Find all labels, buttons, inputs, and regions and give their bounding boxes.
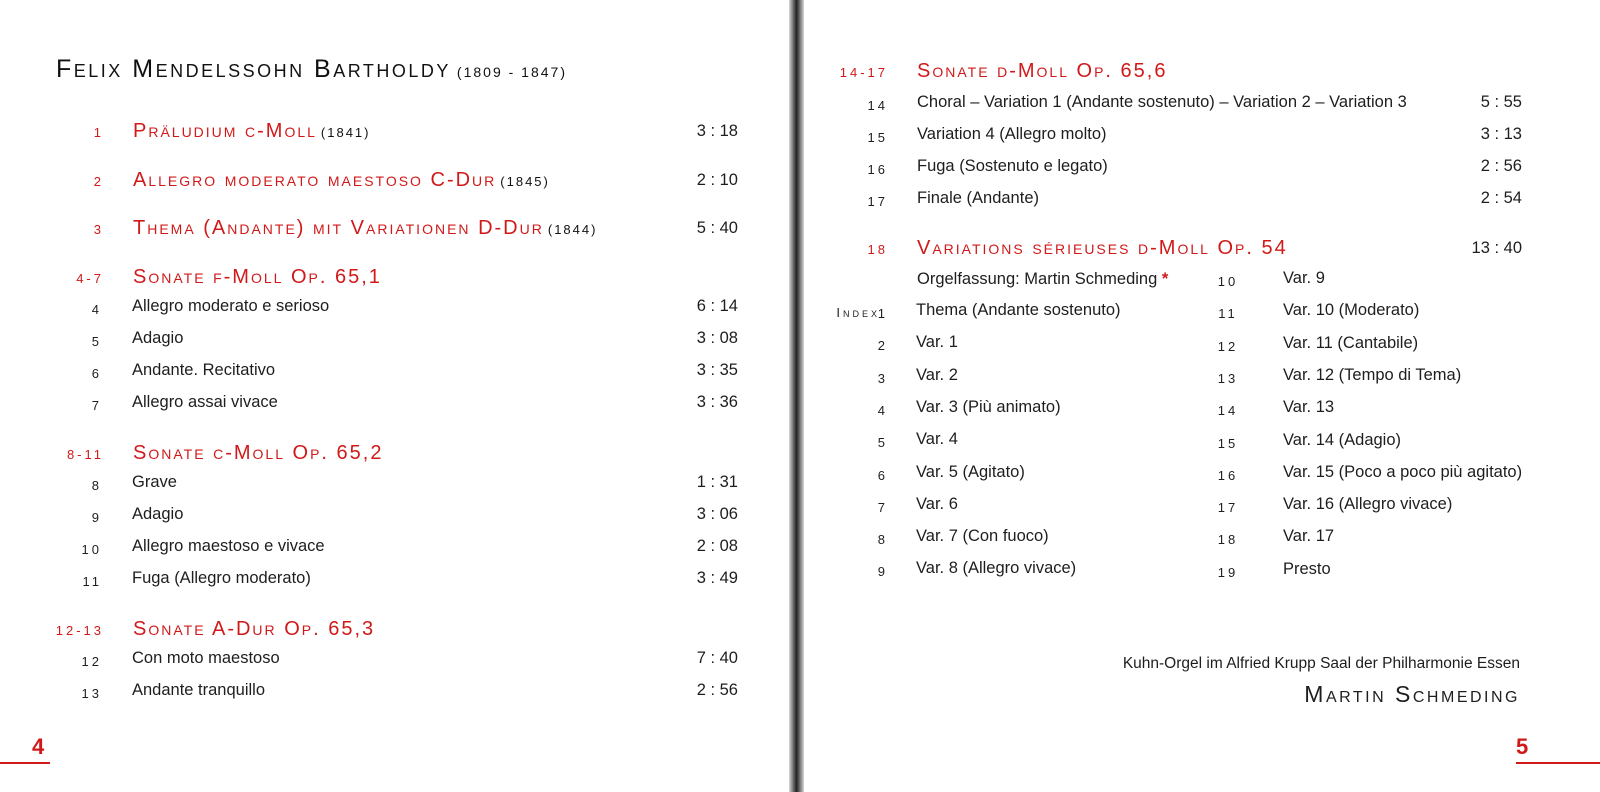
variation-title: Var. 4: [916, 430, 958, 449]
variation-index: 1: [877, 306, 888, 321]
left-page: [0, 0, 796, 792]
movement-title: Allegro assai vivace: [132, 393, 278, 411]
variation-index: 16: [1217, 467, 1239, 483]
orgelfassung-note: [917, 270, 1168, 289]
track-number: 4: [91, 302, 102, 317]
track-number: 16: [867, 162, 888, 177]
track-number: 9: [91, 510, 102, 525]
movement-title: Fuga (Sostenuto e legato): [917, 157, 1108, 175]
work-title: Thema (Andante) mit Variationen D-Dur: [133, 217, 544, 239]
variation-index: 11: [1218, 306, 1238, 322]
work-title-row: [133, 169, 550, 192]
track-number: 7: [91, 398, 102, 413]
work-year: (1845): [500, 174, 550, 189]
variation-index: 3: [877, 370, 888, 386]
variation-index: 18: [1217, 532, 1239, 548]
duration: 3 : 36: [696, 393, 738, 411]
work-title: Sonate c-Moll Op. 65,2: [133, 442, 384, 464]
variation-index: 9: [877, 564, 888, 580]
duration: 1 : 31: [696, 473, 738, 491]
work-title: Allegro moderato maestoso C-Dur: [133, 169, 497, 191]
movement-title: Adagio: [132, 329, 184, 347]
movement-title: Con moto maestoso: [132, 649, 280, 667]
track-number: 8: [91, 478, 102, 493]
variation-title: Var. 14 (Adagio): [1283, 430, 1402, 449]
track-number: 13: [81, 686, 102, 701]
work-year: (1844): [547, 222, 598, 237]
work-title-row: [133, 618, 375, 641]
work-track-number: 2: [93, 174, 104, 189]
variation-title: Var. 12 (Tempo di Tema): [1283, 365, 1462, 384]
duration: 2 : 56: [696, 681, 738, 699]
duration: 3 : 13: [1480, 125, 1522, 143]
page-number-left: 4: [32, 734, 45, 759]
duration: 7 : 40: [696, 649, 738, 667]
duration: 13 : 40: [1471, 239, 1522, 257]
duration: 3 : 18: [696, 122, 738, 140]
movement-title: Choral – Variation 1 (Andante sostenuto) – Variation 2 – Variation 3: [917, 93, 1407, 111]
track-number: 14: [867, 98, 888, 113]
variation-index: 13: [1217, 370, 1239, 386]
work-title-row: [133, 217, 597, 240]
variation-title: Presto: [1283, 559, 1331, 578]
movement-title: Finale (Andante): [917, 189, 1039, 207]
variation-title: Var. 15 (Poco a poco più agitato): [1283, 462, 1523, 481]
variation-title: Var. 9: [1283, 269, 1325, 287]
variation-index: 4: [877, 402, 888, 418]
movement-title: Allegro maestoso e vivace: [132, 537, 325, 555]
work-title-row: [133, 120, 370, 143]
track-number: 15: [867, 130, 888, 145]
work-track-number: 14-17: [839, 65, 888, 80]
variation-title: Var. 3 (Più animato): [916, 397, 1061, 416]
variation-title: Var. 2: [916, 365, 958, 384]
composer-name: Felix Mendelssohn Bartholdy: [56, 55, 451, 83]
track-number: 12: [81, 654, 102, 669]
duration: 6 : 14: [696, 297, 738, 315]
movement-title: Andante tranquillo: [132, 681, 266, 699]
work-title: Sonate d-Moll Op. 65,6: [917, 60, 1168, 82]
variation-index: 7: [877, 499, 888, 515]
duration: 3 : 49: [696, 569, 738, 587]
track-number: 6: [91, 366, 102, 381]
right-page: [804, 0, 1600, 792]
work-title: Präludium c-Moll: [133, 120, 317, 142]
book-gutter: [789, 0, 804, 792]
duration: 2 : 54: [1480, 189, 1522, 207]
page-number-underline: [0, 762, 50, 764]
variation-title: Var. 7 (Con fuoco): [916, 527, 1049, 546]
variation-index: 12: [1217, 338, 1239, 354]
duration: 3 : 06: [696, 505, 738, 523]
track-number: 11: [82, 574, 102, 589]
work-track-number: 12-13: [55, 623, 104, 638]
work-track-number: 1: [93, 125, 104, 140]
orgelfassung-text: Orgelfassung: Martin Schmeding: [917, 270, 1158, 288]
composer-dates: (1809 - 1847): [456, 64, 567, 80]
index-label: Index: [836, 305, 880, 320]
variation-index: 5: [877, 435, 888, 451]
duration: 5 : 55: [1480, 93, 1522, 111]
variation-title: Var. 10 (Moderato): [1283, 301, 1420, 320]
page-number-right: 5: [1516, 734, 1529, 759]
work-track-number: 3: [93, 222, 104, 237]
variation-title: Var. 5 (Agitato): [916, 462, 1025, 481]
asterisk-mark: *: [1161, 270, 1169, 288]
duration: 2 : 10: [696, 171, 738, 189]
variation-index: 15: [1217, 435, 1239, 451]
variation-index: 2: [877, 338, 888, 354]
page-number-underline: [1516, 762, 1600, 764]
work-title: Variations sérieuses d-Moll Op. 54: [917, 237, 1288, 259]
variation-title: Var. 8 (Allegro vivace): [916, 559, 1077, 578]
variation-title: Var. 1: [916, 333, 958, 352]
movement-title: Grave: [132, 473, 177, 491]
variation-index: 14: [1217, 403, 1239, 419]
variation-index: 6: [877, 467, 888, 483]
composer-heading: [56, 55, 567, 84]
organ-credit: Kuhn-Orgel im Alfried Krupp Saal der Philharmonie Essen: [1122, 655, 1520, 672]
work-track-number: 4-7: [76, 271, 104, 286]
variation-title: Var. 11 (Cantabile): [1283, 333, 1419, 352]
work-title: Sonate A-Dur Op. 65,3: [133, 618, 376, 640]
duration: 2 : 56: [1480, 157, 1522, 175]
movement-title: Allegro moderato e serioso: [132, 297, 330, 315]
work-title: Sonate f-Moll Op. 65,1: [133, 266, 382, 288]
track-number: 10: [81, 542, 102, 557]
work-year: (1841): [320, 125, 371, 140]
variation-title: Var. 16 (Allegro vivace): [1283, 495, 1453, 514]
variation-title: Var. 13: [1283, 398, 1335, 417]
movement-title: Adagio: [132, 505, 184, 523]
duration: 3 : 08: [696, 329, 738, 347]
variation-title: Var. 17: [1283, 527, 1335, 546]
duration: 3 : 35: [696, 361, 738, 379]
work-title-row: [133, 442, 383, 465]
work-track-number: 18: [867, 242, 888, 257]
variation-title: Thema (Andante sostenuto): [916, 301, 1121, 319]
variation-index: 10: [1217, 274, 1239, 289]
variation-index: 8: [877, 532, 888, 548]
variation-title: Var. 6: [916, 494, 958, 513]
variation-index: 17: [1217, 500, 1239, 516]
track-number: 5: [91, 334, 102, 349]
movement-title: Variation 4 (Allegro molto): [917, 125, 1107, 143]
movement-title: Fuga (Allegro moderato): [132, 569, 311, 587]
work-track-number: 8-11: [66, 447, 104, 462]
movement-title: Andante. Recitativo: [132, 361, 276, 379]
duration: 2 : 08: [696, 537, 738, 555]
duration: 5 : 40: [696, 219, 738, 237]
track-number: 17: [867, 194, 888, 209]
work-title-row: [133, 266, 382, 289]
variation-index: 19: [1217, 564, 1239, 580]
performer-name: Martin Schmeding: [1304, 681, 1520, 707]
